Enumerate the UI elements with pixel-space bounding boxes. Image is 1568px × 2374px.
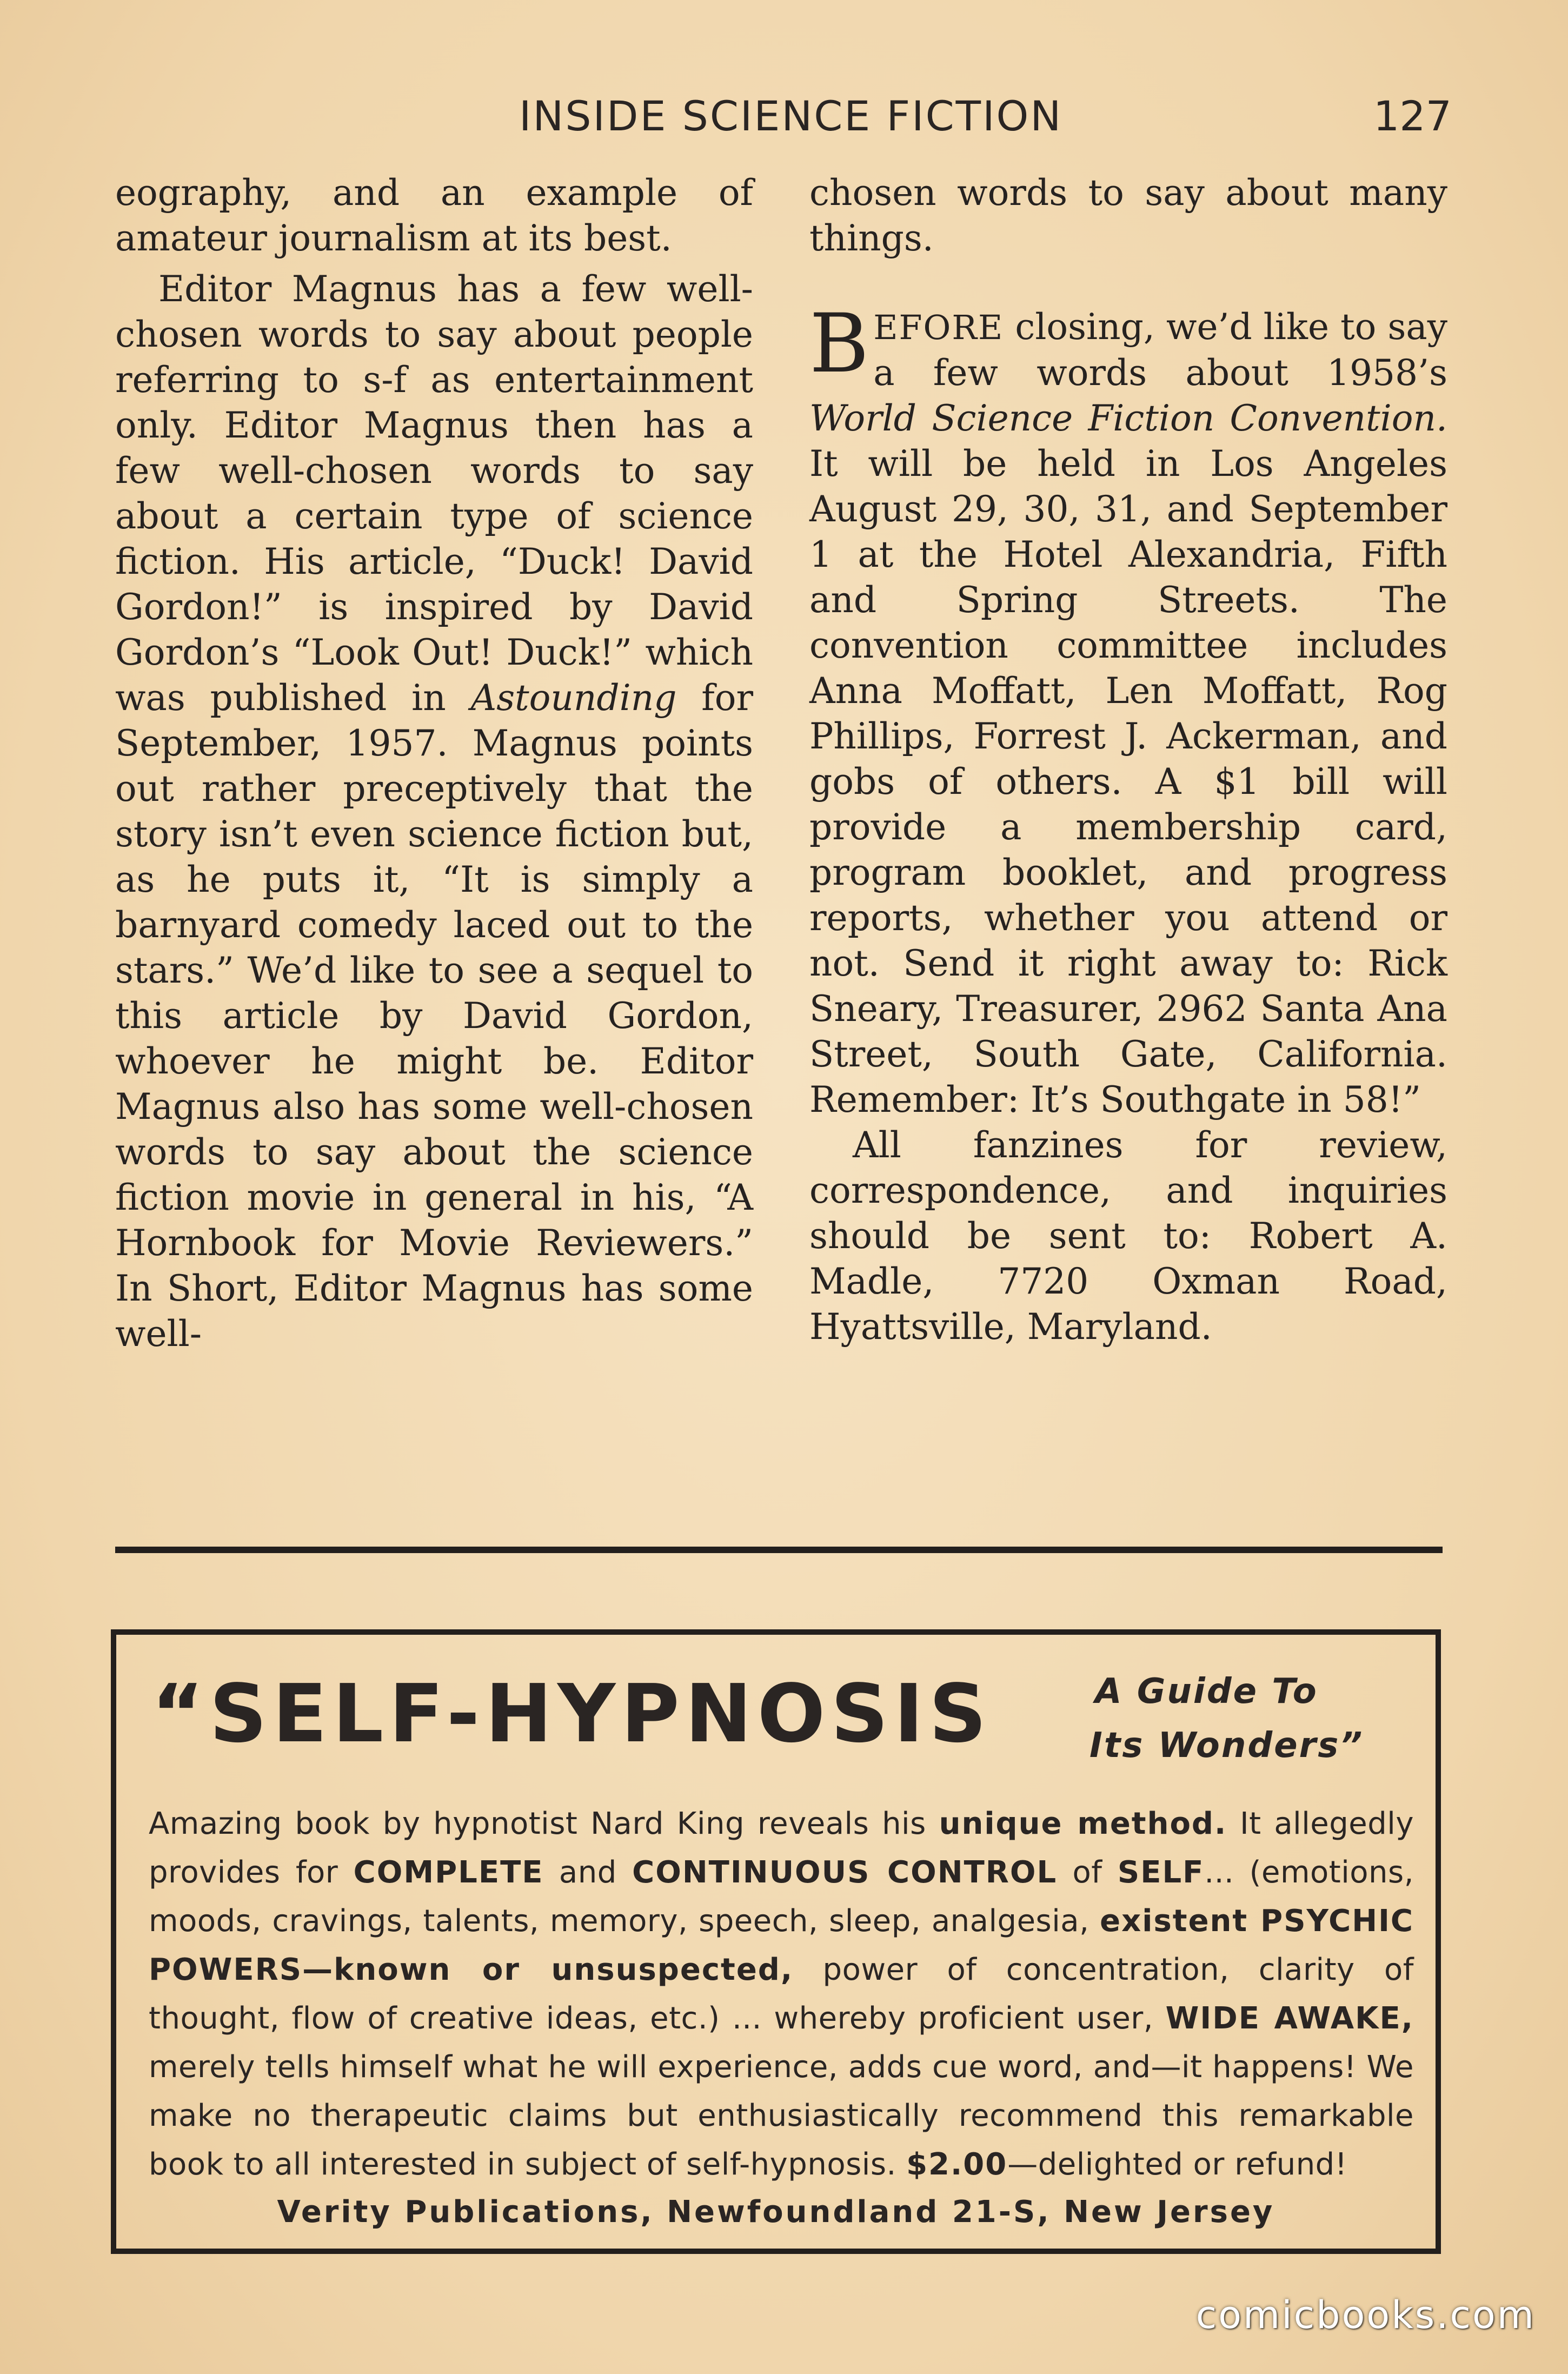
ad-body: [149, 1800, 1414, 2189]
convention-name: World Science Fiction Convention.: [809, 397, 1447, 439]
right-paragraph-3: All fanzines for review, correspondence, and inquiries should be sent to: Robert A. Madle, 7720 Oxman Road, Hyattsville, Maryland.: [809, 1124, 1447, 1348]
right-paragraph-2: [809, 297, 1447, 1123]
ad-price: $2.00: [906, 2147, 1008, 2182]
drop-cap: B: [809, 297, 869, 391]
ad-body-text-8: —delighted or refund!: [1007, 2147, 1347, 2182]
left-column: [115, 170, 753, 1357]
ad-body-bold-3: CONTINUOUS CONTROL: [632, 1855, 1058, 1890]
right-paragraph-1: chosen words to say about many things.: [809, 172, 1447, 259]
right-column: [809, 170, 1447, 1350]
ad-body-text-7: merely tells himself what he will experience, adds cue word, and—it happens! We make no therapeutic claims but enthusiastically recommend this remarkable book to all interested in subject of self-hypnosis.: [149, 2050, 1414, 2182]
magazine-title-astounding: Astounding: [470, 677, 677, 719]
opening-word: EFORE: [873, 308, 1004, 347]
ad-body-bold-2: COMPLETE: [353, 1855, 544, 1890]
page-number: 127: [1373, 92, 1452, 140]
section-divider: [115, 1547, 1443, 1553]
right-paragraph-2-text-b: It will be held in Los Angeles August 29, 30, 31, and September 1 at the Hotel Alexandria, Fifth and Spring Streets. The convention committee includes Anna Moffatt, Len Moffatt, Rog Phillips, Forrest J. Ackerman, and gobs of others. A $1 bill will provide a membership card, program booklet, and progress reports, whether you attend or not. Send it right away to: Rick Sneary, Treasurer, 2962 Santa Ana Street, South Gate, California. Remember: It’s Southgate in 58!”: [809, 443, 1447, 1120]
ad-body-text-5: ... (emotions, moods, cravings, talents, memory, speech, sleep, analgesia,: [149, 1855, 1414, 1939]
left-paragraph-2: [115, 267, 753, 1357]
ad-subhead: [1089, 1665, 1414, 1773]
watermark: comicbooks.com: [1195, 2293, 1536, 2337]
ad-headline: “SELF-HYPNOSIS: [151, 1667, 992, 1760]
ad-body-bold-6: WIDE AWAKE,: [1165, 2001, 1414, 2036]
ad-body-bold-4: SELF: [1117, 1855, 1205, 1890]
ad-subhead-line-2: Its Wonders”: [1089, 1726, 1364, 1766]
ad-body-bold-5: existent PSYCHIC POWERS—known or unsuspected,: [149, 1904, 1414, 1987]
left-paragraph-1: eography, and an example of amateur journalism at its best.: [115, 172, 753, 259]
left-paragraph-2-text-a: Editor Magnus has a few well-chosen words to say about people referring to s-f as entertainment only. Editor Magnus then has a few well-chosen words to say about a certain type of science fiction. His article, “Duck! David Gordon!” is inspired by David Gordon’s “Look Out! Duck!” which was published in: [115, 268, 753, 719]
ad-subhead-line-1: A Guide To: [1095, 1672, 1318, 1712]
ad-body-text-1: Amazing book by hypnotist Nard King reveals his: [149, 1806, 939, 1841]
ad-publisher-address: Verity Publications, Newfoundland 21-S, New Jersey: [277, 2194, 1275, 2230]
running-title: INSIDE SCIENCE FICTION: [519, 92, 1063, 140]
advertisement-box: [111, 1629, 1441, 2254]
ad-body-text-6: power of concentration, clarity of thought, flow of creative ideas, etc.) ... whereby proficient user,: [149, 1952, 1414, 2036]
ad-body-text-3: and: [543, 1855, 633, 1890]
ad-body-text-2: It allegedly provides for: [149, 1806, 1414, 1890]
left-paragraph-2-text-b: for September, 1957. Magnus points out rather preceptively that the story isn’t even science fiction but, as he puts it, “It is simply a barnyard comedy laced out to the stars.” We’d like to see a sequel to this article by David Gordon, whoever he might be. Editor Magnus also has some well-chosen words to say about the science fiction movie in general in his, “A Hornbook for Movie Reviewers.” In Short, Editor Magnus has some well-: [115, 677, 753, 1355]
right-paragraph-2-text-a: closing, we’d like to say a few words about 1958’s: [873, 306, 1447, 394]
ad-body-bold-1: unique method.: [939, 1806, 1227, 1841]
ad-body-text-4: of: [1057, 1855, 1118, 1890]
